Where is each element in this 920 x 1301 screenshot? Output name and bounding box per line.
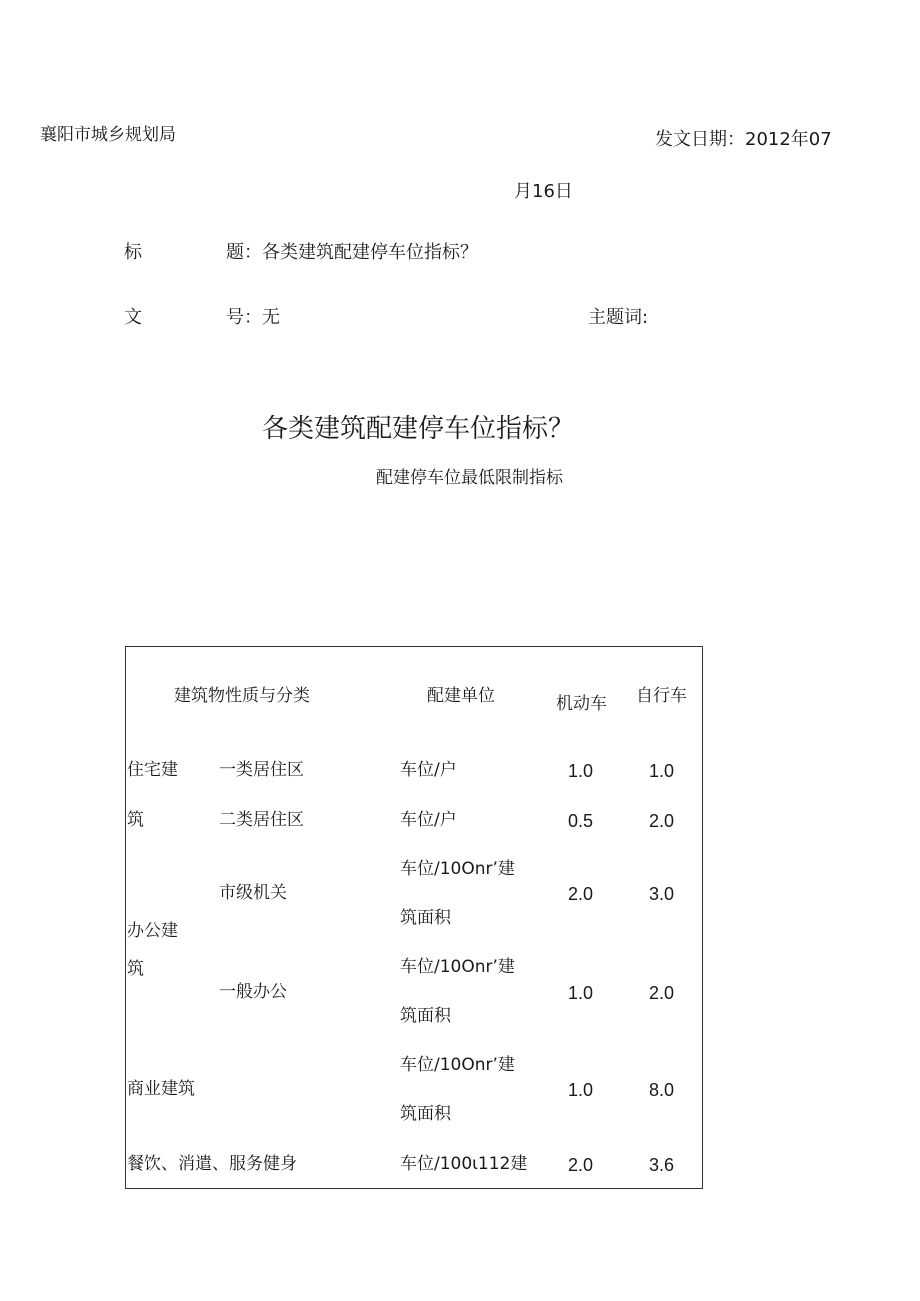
row3-bicycle: 3.0 xyxy=(649,884,675,904)
document-subheading: 配建停车位最低限制指标 xyxy=(376,468,563,488)
row5-motor: 1.0 xyxy=(568,1080,594,1100)
issue-date-line2: 月16日 xyxy=(514,181,573,202)
row5-category: 商业建筑 xyxy=(127,1079,195,1099)
issue-date-line1: 发文日期：2012年07 xyxy=(655,129,832,150)
residential-category-a: 住宅建 xyxy=(127,760,178,780)
row5-unit-a: 车位/10Onr’建 xyxy=(400,1055,515,1075)
row5-bicycle: 8.0 xyxy=(649,1080,675,1100)
row3-unit-b: 筑面积 xyxy=(400,908,451,928)
row2-motor: 0.5 xyxy=(568,811,594,831)
row6-motor: 2.0 xyxy=(568,1155,594,1175)
header-motor: 机动车 xyxy=(556,694,607,714)
row3-motor: 2.0 xyxy=(568,884,594,904)
docno-label-a: 文 xyxy=(124,307,142,328)
row2-subcategory: 二类居住区 xyxy=(219,810,304,830)
document-heading: 各类建筑配建停车位指标？ xyxy=(262,414,575,444)
title-label-a: 标 xyxy=(124,242,142,263)
row3-subcategory: 市级机关 xyxy=(219,883,287,903)
row4-motor: 1.0 xyxy=(568,983,594,1003)
header-bicycle: 自行车 xyxy=(636,686,687,706)
row4-unit-a: 车位/10Onr’建 xyxy=(400,957,515,977)
row4-bicycle: 2.0 xyxy=(649,983,675,1003)
row6-bicycle: 3.6 xyxy=(649,1155,675,1175)
row1-subcategory: 一类居住区 xyxy=(219,760,304,780)
docno-label-b: 号： xyxy=(226,307,262,328)
residential-category-b: 筑 xyxy=(127,810,144,830)
subject-label: 主题词: xyxy=(588,307,649,328)
title-value: 各类建筑配建停车位指标？ xyxy=(262,242,478,263)
row5-unit-b: 筑面积 xyxy=(400,1104,451,1124)
row2-unit: 车位/户 xyxy=(400,810,457,830)
docno-value: 无 xyxy=(262,307,280,328)
row6-category: 餐饮、消遣、服务健身 xyxy=(127,1154,297,1174)
row1-unit: 车位/户 xyxy=(400,760,457,780)
row4-subcategory: 一般办公 xyxy=(219,982,287,1002)
row6-unit: 车位/100ι112建 xyxy=(400,1154,528,1174)
row1-motor: 1.0 xyxy=(568,761,594,781)
office-category-a: 办公建 xyxy=(127,921,178,941)
title-label-b: 题： xyxy=(226,242,262,263)
header-category: 建筑物性质与分类 xyxy=(174,686,310,706)
row2-bicycle: 2.0 xyxy=(649,811,675,831)
row1-bicycle: 1.0 xyxy=(649,761,675,781)
header-unit: 配建单位 xyxy=(427,686,495,706)
row4-unit-b: 筑面积 xyxy=(400,1006,451,1026)
office-category-b: 筑 xyxy=(127,959,144,979)
row3-unit-a: 车位/10Onr’建 xyxy=(400,859,515,879)
issuer-name: 襄阳市城乡规划局 xyxy=(40,125,176,145)
